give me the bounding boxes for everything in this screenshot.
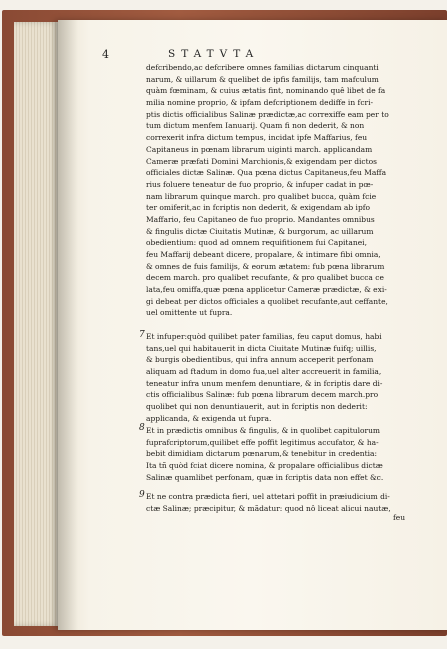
text-line: correxerit infra dictum tempus, incidat ipfe Maffarius, feu [146, 133, 368, 143]
text-line: aliquam ad ftadum in domo fua,uel alter accreuerit in familia, [146, 367, 382, 377]
paragraph-7 [146, 331, 418, 425]
paragraph-continuation [146, 62, 418, 319]
text-line: defcribendo,ac defcribere omnes familias dictarum cinquanti [146, 63, 379, 72]
page-gutter-shadow [58, 20, 78, 630]
page-edges [14, 22, 60, 626]
paragraph-number: 8 [139, 423, 145, 433]
text-line: nam librarum quinque march. pro qualibet bucca, quàm fcie [146, 191, 377, 201]
text-line: ter omiferit,ac in fcriptis non dederit, & exigendam ab ipfo [146, 203, 371, 213]
text-line: obedientium: quod ad omnem requifitionem fui Capitanei, [146, 238, 367, 248]
text-line: & fingulis dictæ Ciuitatis Mutinæ, & burgorum, ac uillarum [146, 226, 374, 236]
text-line: milia nomine proprio, & ipfam defcriptionem dediffe in fcri- [146, 98, 374, 108]
text-line: Capitaneus in pœnam librarum uiginti march. applicandam [146, 144, 373, 154]
page-number: 4 [102, 48, 109, 61]
paragraph-9 [146, 491, 418, 514]
text-line: applicanda, & exigenda ut fupra. [146, 413, 272, 423]
text-line: feu Maffarij debeant dicere, propalare, & intimare fibi omnia, [146, 250, 381, 259]
text-line: bebit dimidiam dictarum pœnarum,& tenebitur in credentia: [146, 449, 378, 459]
text-line: ctis officialibus Salinæ: fub pœna librarum decem march.pro [146, 390, 379, 400]
text-line: fuprafcriptorum,quilibet effe poffit legitimus accufator, & ha- [146, 437, 379, 447]
text-line: Et ne contra prædicta fieri, uel attetari poffit in præiudicium di- [146, 492, 390, 501]
text-line: ptis dictis officialibus Salinæ prædictæ,ac correxiffe eam per to [146, 109, 389, 119]
text-line: gi debeat per dictos officiales a quolibet recufante,aut ceffante, [146, 296, 388, 306]
text-line: Cameræ præfati Domini Marchionis,& exigendam per dictos [146, 156, 378, 166]
text-line: quàm fœminam, & cuius ætatis fint, nominando quê libet de fa [146, 86, 386, 96]
paragraph-8 [146, 425, 418, 483]
text-line: teneatur infra unum menfem denuntiare, & in fcriptis dare di- [146, 378, 383, 388]
text-line: uel omittente ut fupra. [146, 308, 233, 318]
text-line: narum, & uillarum & quelibet de ipfis familijs, tam mafculum [146, 74, 379, 84]
paragraph-number: 9 [139, 490, 145, 500]
text-line: ctæ Salinæ; præcipitur, & mãdatur: quod nô liceat alicui nautæ, [146, 503, 391, 513]
text-line: lata,feu omiffa,quæ pœna applicetur Cameræ prædictæ, & exi- [146, 285, 387, 295]
text-line: decem march. pro qualibet recufante, & pro qualibet bucca ce [146, 273, 384, 283]
text-line: rius foluere teneatur de fuo proprio, & infuper cadat in pœ- [146, 179, 374, 189]
text-line: quolibet qui non denuntiauerit, aut in fcriptis non dederit: [146, 402, 368, 412]
text-line: tans,uel qui habitauerit in dicta Ciuitate Mutinæ fuifq; uillis, [146, 343, 377, 353]
text-line: officiales dictæ Salinæ. Qua pœna dictus Capitaneus,feu Maffa [146, 168, 387, 178]
text-line: Salinæ quamlibet perfonam, quæ in fcriptis data non effet &c. [146, 472, 384, 482]
text-line: tum dictum menfem Ianuarij. Quam fi non dederit, & non [146, 121, 365, 131]
paragraph-number: 7 [139, 330, 145, 340]
text-line: Et infuper:quòd quilibet pater familias, feu caput domus, habi [146, 332, 382, 341]
text-line: & burgis obedientibus, qui infra annum acceperit perfonam [146, 355, 374, 365]
catchword: feu [393, 513, 406, 522]
running-head: STATVTA [168, 48, 260, 60]
text-line: Ita tñ quòd fciat dicere nomina, & propalare officialibus dictæ [146, 461, 383, 471]
text-line: & omnes de fuis familijs, & eorum ætatem: fub pœna librarum [146, 261, 385, 271]
text-line: Et in prædictis omnibus & fingulis, & in quolibet capitulorum [146, 426, 381, 435]
text-line: Maffario, feu Capitaneo de fuo proprio. Mandantes omnibus [146, 214, 375, 224]
